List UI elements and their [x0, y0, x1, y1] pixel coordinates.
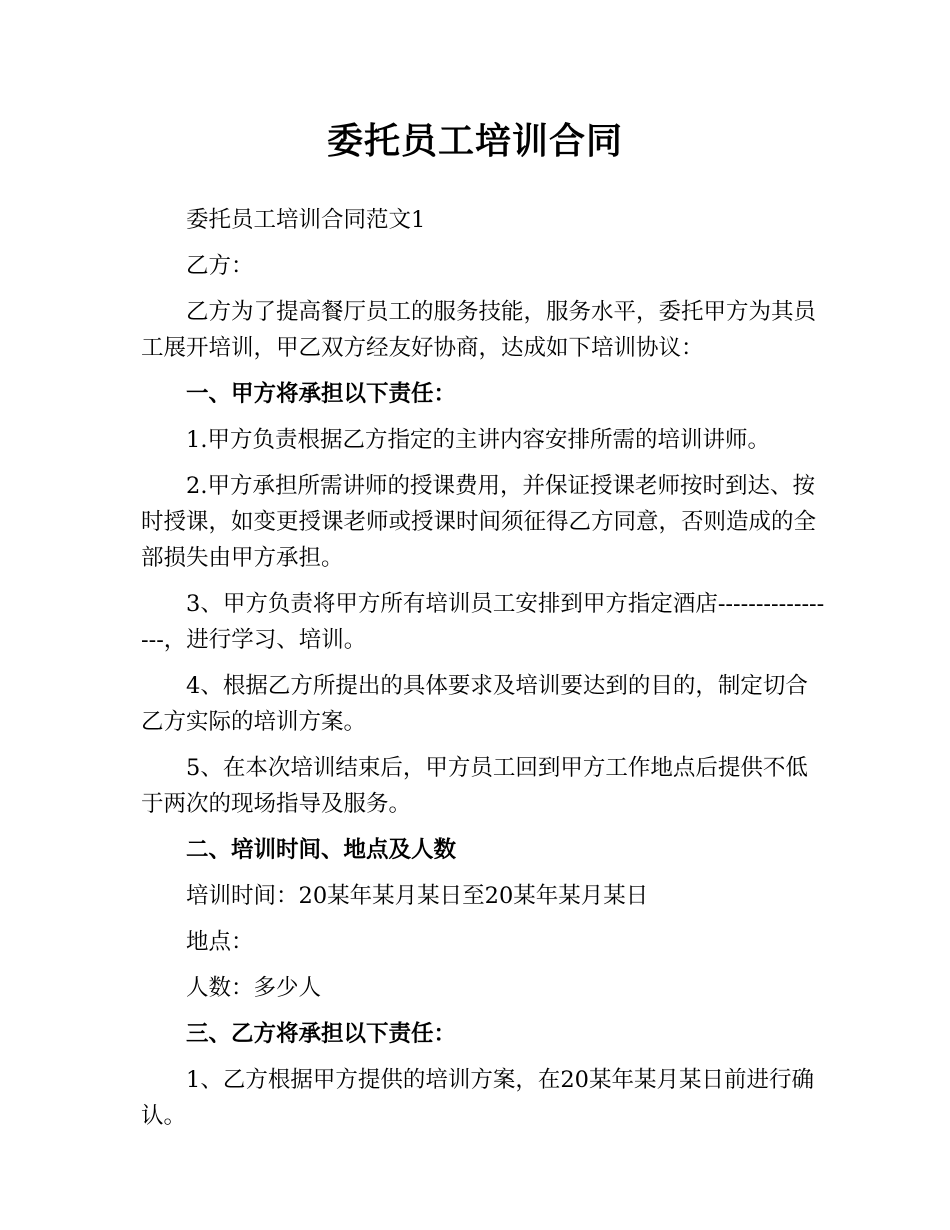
document-body [141, 202, 825, 1144]
paragraph-intro: 乙方为了提高餐厅员工的服务技能，服务水平，委托甲方为其员工展开培训，甲乙双方经友好协商，达成如下培训协议： [141, 299, 817, 361]
clause-1-5: 5、在本次培训结束后，甲方员工回到甲方工作地点后提供不低于两次的现场指导及服务。 [141, 755, 808, 817]
training-time: 培训时间：20某年某月某日至20某年某月某日 [186, 883, 649, 909]
section-heading-3: 三、乙方将承担以下责任： [186, 1021, 457, 1047]
clause-1-2: 2.甲方承担所需讲师的授课费用，并保证授课老师按时到达、按时授课，如变更授课老师或授课时间须征得乙方同意，否则造成的全部损失由甲方承担。 [141, 473, 817, 571]
clause-1-4: 4、根据乙方所提出的具体要求及培训要达到的目的，制定切合乙方实际的培训方案。 [141, 673, 808, 735]
clause-1-1: 1.甲方负责根据乙方指定的主讲内容安排所需的培训讲师。 [186, 427, 770, 453]
paragraph-party-b: 乙方： [186, 253, 254, 279]
training-headcount: 人数：多少人 [186, 975, 322, 1001]
paragraph-subtitle: 委托员工培训合同范文1 [186, 207, 426, 233]
document-title: 委托员工培训合同 [326, 121, 623, 162]
training-location: 地点： [186, 929, 254, 955]
section-heading-2: 二、培训时间、地点及人数 [186, 837, 457, 863]
clause-3-1: 1、乙方根据甲方提供的培训方案，在20某年某月某日前进行确认。 [141, 1067, 814, 1129]
clause-1-3: 3、甲方负责将甲方所有培训员工安排到甲方指定酒店-----------------，进行学习、培训。 [141, 591, 825, 653]
section-heading-1: 一、甲方将承担以下责任： [186, 381, 457, 407]
